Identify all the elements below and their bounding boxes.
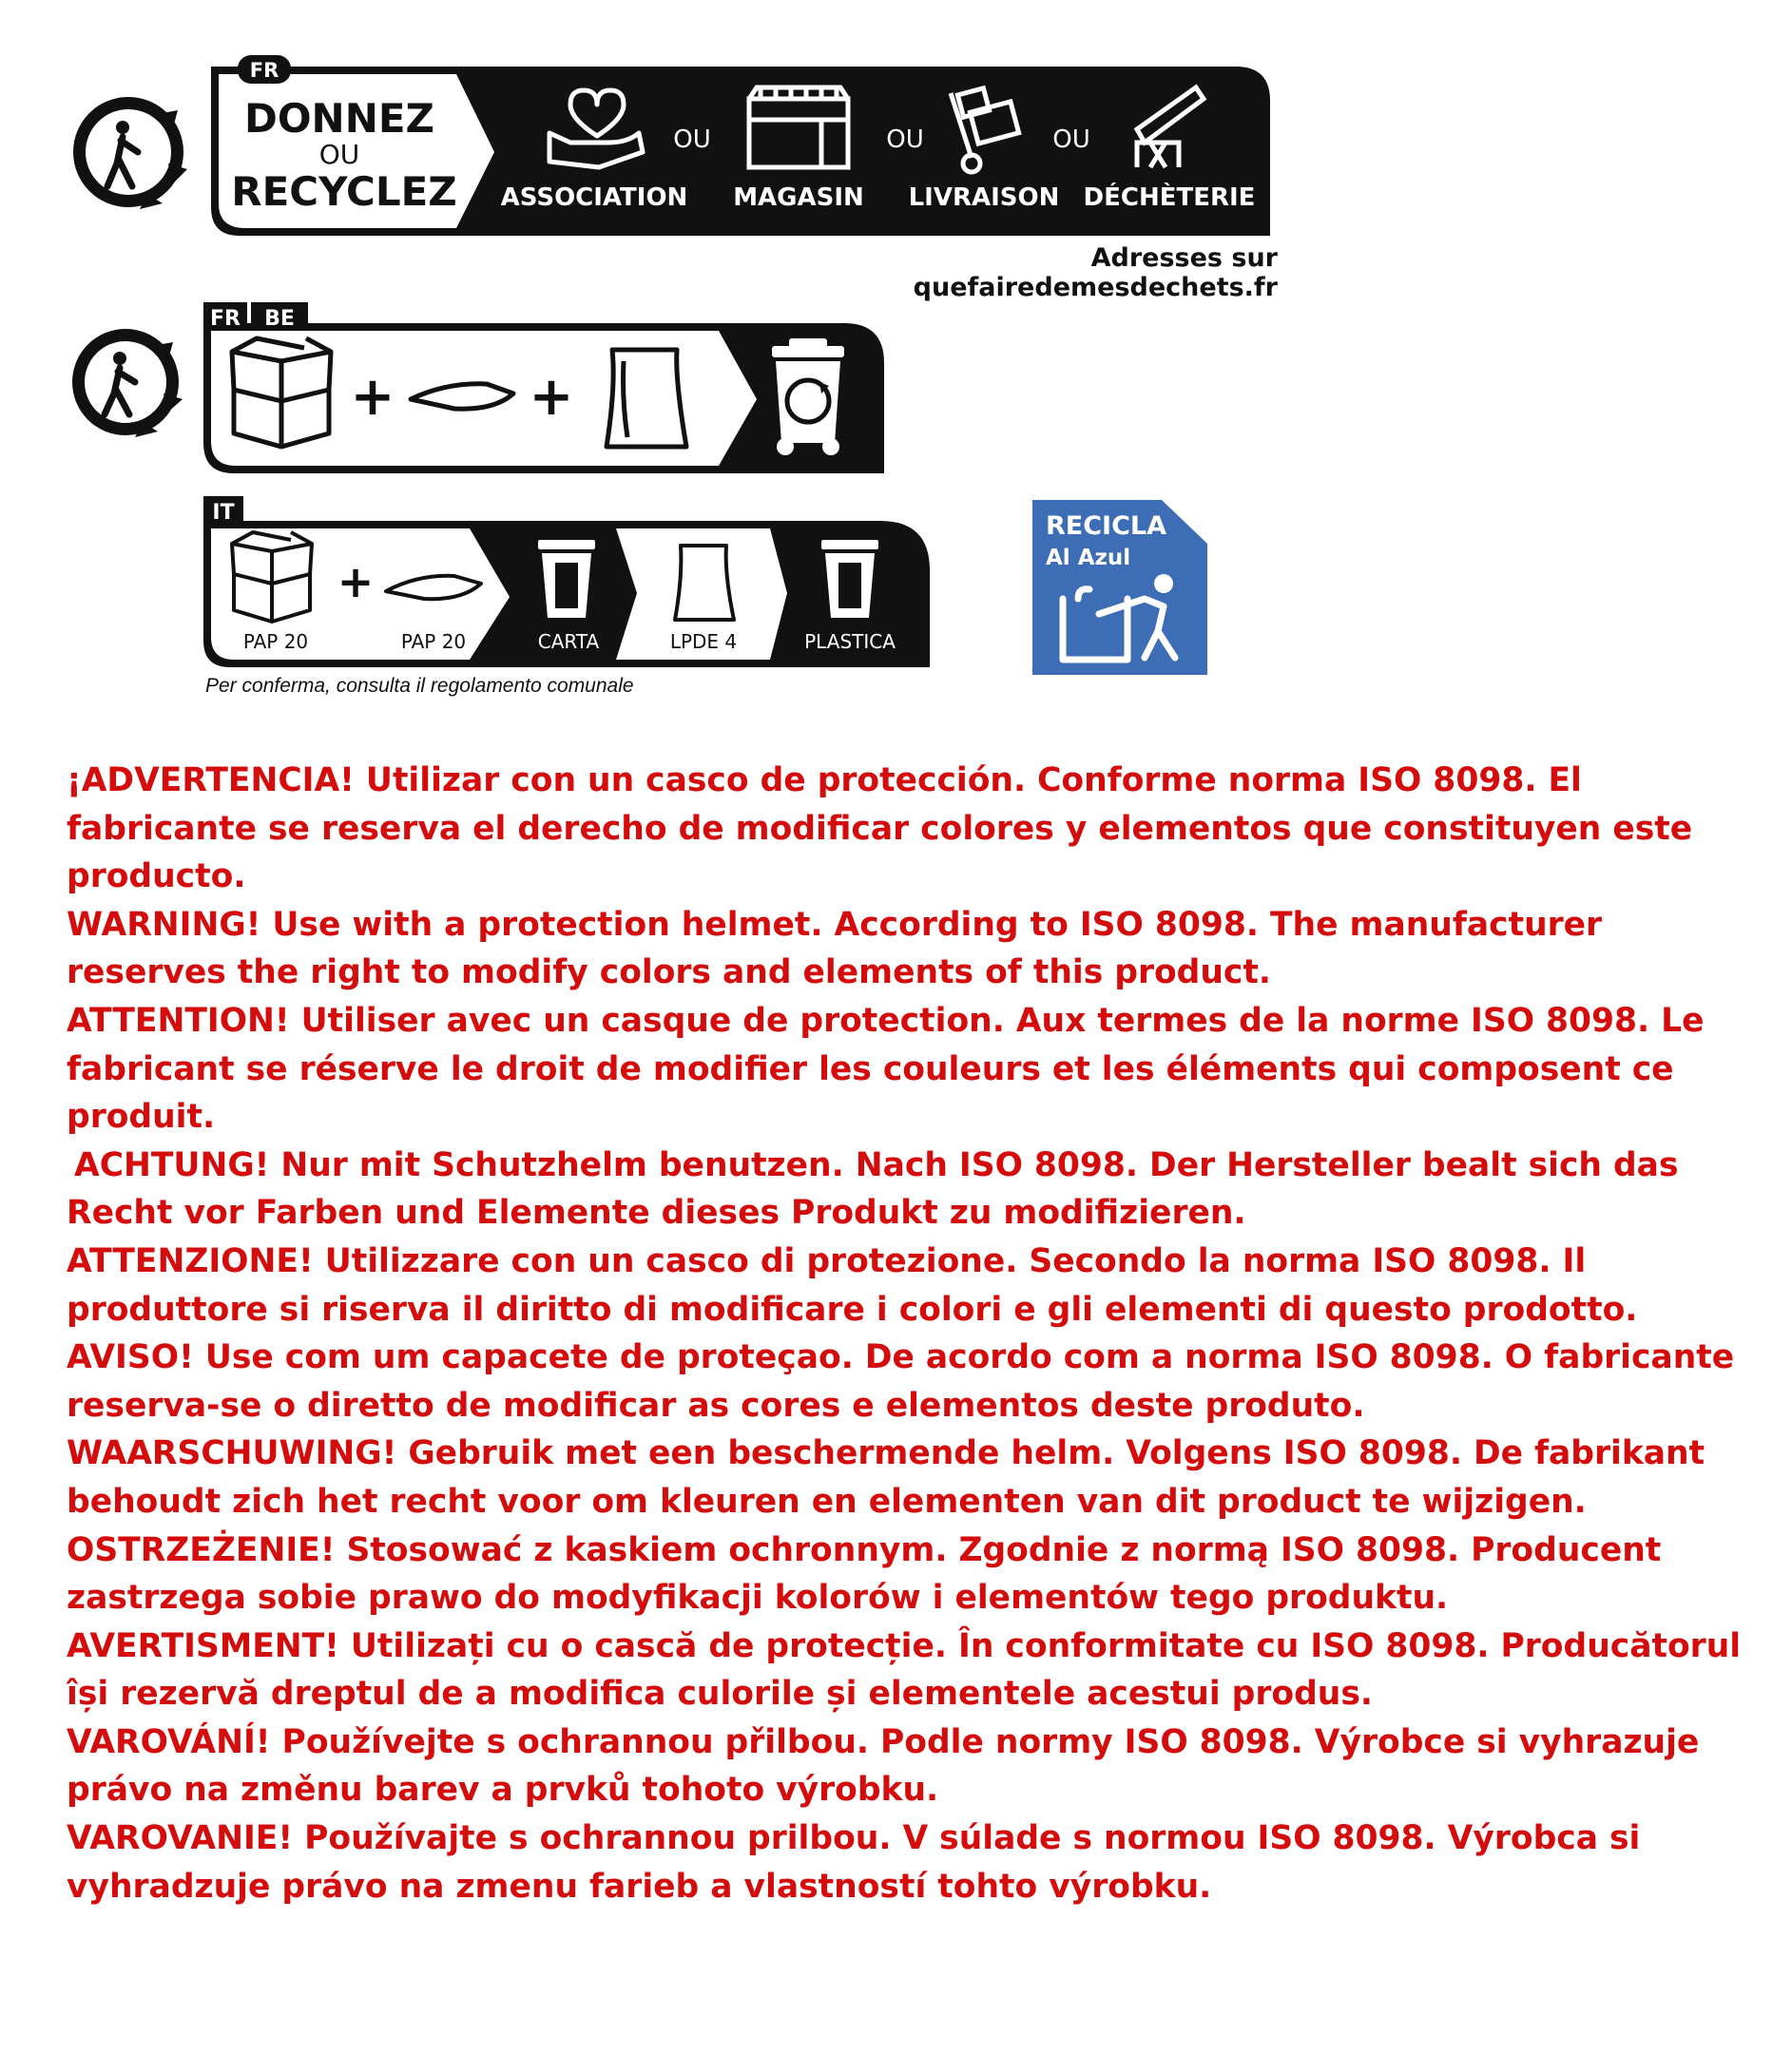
it-caption: Per conferma, consulta il regolamento comunale bbox=[205, 675, 634, 697]
triman-logo-icon bbox=[73, 97, 187, 209]
warning-sk: VAROVANIE! Používajte s ochrannou prilbou. V súlade s normou ISO 8098. Výrobca si vyhradzuje právo na zmenu farieb a vlastností tohto výrobku. bbox=[67, 1819, 1641, 1906]
separator-ou-2: OU bbox=[886, 125, 924, 154]
warning-ro: AVERTISMENT! Utilizați cu o cască de protecție. În conformitate cu ISO 8098. Producătorul își rezervă dreptul de a modifica culorile și elementele acestui produs. bbox=[67, 1626, 1742, 1714]
donnez-ou: OU bbox=[318, 139, 360, 170]
plus-sign-1: + bbox=[350, 366, 395, 428]
addresses-link[interactable]: Adresses sur quefairedemesdechets.fr bbox=[913, 243, 1278, 302]
plus-sign-2: + bbox=[529, 366, 574, 428]
bin-lpde-label: LPDE 4 bbox=[669, 630, 738, 653]
warning-it: ATTENZIONE! Utilizzare con un casco di protezione. Secondo la norma ISO 8098. Il produttore si riserva il diritto di modificare i colori e gli elementi di questo prodotto. bbox=[67, 1241, 1638, 1329]
warning-de: ACHTUNG! Nur mit Schutzhelm benutzen. Nach ISO 8098. Der Hersteller bealt sich das Recht vor Farben und Elemente dieses Produkt zu modifizieren. bbox=[67, 1145, 1679, 1233]
warning-pl: OSTRZEŻENIE! Stosować z kaskiem ochronnym. Zgodnie z normą ISO 8098. Producent zastrzega sobie prawo do modyfikacji kolorów i elementów tego produktu. bbox=[67, 1530, 1662, 1618]
recyclez-title: RECYCLEZ bbox=[231, 168, 457, 215]
recicla-line1: RECICLA bbox=[1046, 511, 1167, 541]
option-magasin: MAGASIN bbox=[733, 183, 864, 212]
recycling-bin-icon bbox=[772, 338, 844, 455]
triman-fr-graphic bbox=[0, 0, 1274, 285]
triman-fr-badge: FR bbox=[249, 59, 279, 82]
bin-plastica-label: PLASTICA bbox=[804, 630, 896, 653]
warning-nl: WAARSCHUWING! Gebruik met een beschermende helm. Volgens ISO 8098. De fabrikant behoudt zich het recht voor om kleuren en elementen van dit product te wijzigen. bbox=[67, 1434, 1705, 1521]
separator-ou-3: OU bbox=[1052, 125, 1090, 154]
badge-it: IT bbox=[212, 501, 235, 525]
separator-ou-1: OU bbox=[673, 125, 711, 154]
donnez-title: DONNEZ bbox=[243, 95, 435, 142]
warning-es: ¡ADVERTENCIA! Utilizar con un casco de protección. Conforme norma ISO 8098. El fabricante se reserva el derecho de modificar colores y elementos que constituyen este producto. bbox=[67, 761, 1693, 896]
pap-label-1: PAP 20 bbox=[242, 630, 309, 653]
recicla-al-azul-badge bbox=[1032, 500, 1207, 675]
sort-fr-be-banner bbox=[0, 295, 913, 485]
warning-en: WARNING! Use with a protection helmet. According to ISO 8098. The manufacturer reserves the right to modify colors and elements of this product. bbox=[67, 905, 1603, 992]
warning-fr: ATTENTION! Utiliser avec un casque de protection. Aux termes de la norme ISO 8098. Le fabricant se réserve le droit de modifier les couleurs et les éléments qui composent ce produit. bbox=[67, 1001, 1705, 1137]
plus-sign-it: + bbox=[337, 556, 375, 607]
option-livraison: LIVRAISON bbox=[908, 183, 1060, 212]
warning-cs: VAROVÁNÍ! Používejte s ochrannou přilbou. Podle normy ISO 8098. Výrobce si vyhrazuje právo na změnu barev a prvků tohoto výrobku. bbox=[67, 1722, 1700, 1810]
badge-fr: FR bbox=[210, 307, 241, 331]
warning-pt: AVISO! Use com um capacete de proteçao. De acordo com a norma ISO 8098. O fabricante reserva-se o diretto de modificar as cores e elementos deste produto. bbox=[67, 1338, 1735, 1425]
recicla-line2: Al Azul bbox=[1046, 546, 1131, 570]
sort-it-banner bbox=[190, 487, 941, 677]
badge-be: BE bbox=[264, 307, 295, 331]
warnings-section bbox=[67, 757, 1768, 1910]
triman-logo-icon bbox=[72, 329, 183, 437]
bin-carta-label: CARTA bbox=[537, 630, 600, 653]
option-decheterie: DÉCHÈTERIE bbox=[1083, 183, 1256, 212]
option-association: ASSOCIATION bbox=[500, 183, 688, 212]
pap-label-2: PAP 20 bbox=[400, 630, 467, 653]
triman-fr-block bbox=[0, 0, 1792, 302]
